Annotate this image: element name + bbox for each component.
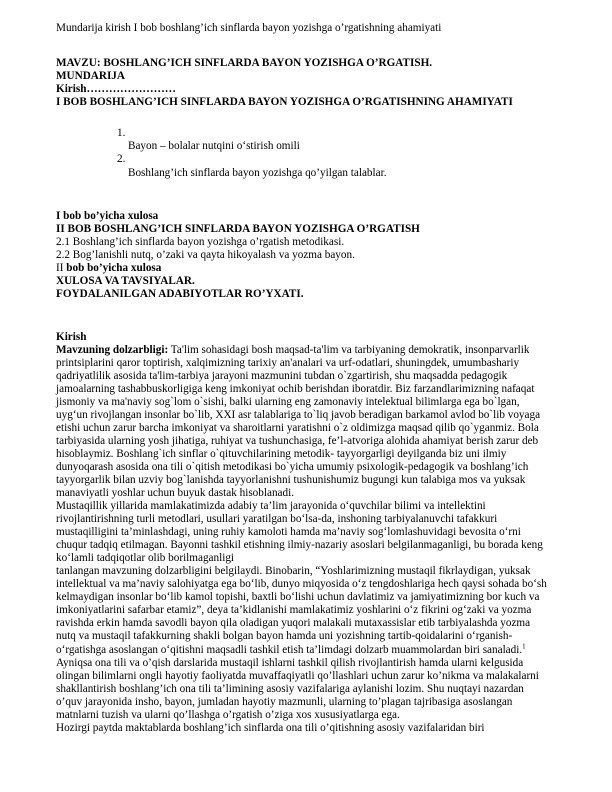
body-line: jamoalarning tashabbuskorligiga keng imkoniyat ochib berishdan iboratdir. Biz farzandlarimizning nafaqat [56, 383, 535, 395]
toc-list-number: 1. [117, 127, 126, 139]
body-line: kelmaydigan insonlar bo‘lib kamol topishi, baxtli bo‘lishi uchun davlatimiz va jamiyatimizning bor kuch va [56, 591, 540, 603]
body-line-text: Ta'lim sohasidagi bosh maqsad-ta'lim va tarbiyaning demokratik, insonparvarlik [168, 344, 530, 356]
toc-intro [56, 83, 176, 96]
body-line: rivojlantirishning turli metodlari, usullari yaratilgan bo‘lsa-da, inshoning tarbiyalanuvchi tafakkuri [56, 513, 498, 525]
body-line: olingan bilimlarni ongli hayotiy faoliyatda muvaffaqiyatli qo’llashlari uchun zarur ko’nikma va malakalarni [56, 670, 539, 682]
body-line: nutq va mustaqil tafakkurning shakli bolgan bayon hamda uni yozishning tartib-qoidalarini o‘rganish- [56, 630, 513, 642]
chapter-2-conclusion-prefix: II [56, 262, 67, 274]
chapter-1-title: I BOB BOSHLANG’ICH SINFLARDA BAYON YOZISHGA O’RGATISHNING AHAMIYATI [56, 96, 513, 108]
intro-heading: Kirish [56, 331, 87, 343]
toc-item-2-2: 2.2 Bog’lanishli nutq, o’zaki va qayta hikoyalash va yozma bayon. [56, 249, 355, 261]
body-line: imkoniyatlarini safarbar etamiz”, deya ta’kidlanishi mamlakatimiz yoshlarini o‘z fikrini og‘zaki va yozma [56, 604, 532, 616]
toc-list-item: Bayon – bolalar nutqini o‘stirish omili [128, 140, 300, 152]
contents-heading: MUNDARIJA [56, 70, 125, 82]
body-line: printsiplarini qaror toptirish, xalqimizning tarixiy an'analari va urf-odatlari, shuningdek, umumbashariy [56, 357, 520, 369]
body-line: qadriyatlilik asosida ta'lim-tarbiya jarayoni mazmunini tubdan o`zgartirish, shu maqsadda pedagogik [56, 370, 508, 382]
chapter-2-conclusion [56, 262, 161, 275]
body-line: tayyorgarlik bilan uzviy bog`lanishda tayyorlanishni tushunishumiz bugungi kun talabiga mos va yuksak [56, 474, 526, 486]
footnote-reference[interactable]: 1 [522, 642, 526, 651]
toc-list-number: 2. [117, 153, 126, 165]
document-header: Mundarija kirish I bob boshlang’ich sinflarda bayon yozishga o’rgatishning ahamiyati [56, 22, 442, 34]
body-line: uyg‘un rivojlangan insonlar bo`lib, XXI asr talablariga to`liq javob beradigan barkamol avlod bo`lib voyaga [56, 409, 541, 421]
toc-list-item: Boshlang’ich sinflarda bayon yozishga qo’yilgan talablar. [128, 167, 387, 179]
chapter-1-conclusion: I bob bo’yicha xulosa [56, 210, 159, 222]
body-line: intellektual va ma’naviy salohiyatga ega bo‘lib, dunyo miqyosida o‘z tengdoshlariga hech qaysi sohada bo‘sh [56, 578, 547, 590]
body-line: dunyoqarash asosida ona tili o`qitish metodikasi bo`yicha umumiy psixologik-pedagogik va boshlang’ich [56, 461, 529, 473]
body-line: jismoniy va ma'naviy sog`lom o`sishi, balki ularning eng zamonaviy intelektual bilimlarga ega bo`lgan, [56, 396, 520, 408]
body-line: mustaqilligini ta’minlashdagi, uning ruhiy kamoloti hamda ma’naviy sog‘lomlashuvidagi bevosita o‘rni [56, 526, 521, 538]
body-line: hisoblaymiz. Boshlang`ich sinflar o`qituvchilarining metodik- tayyorgarligi deyilganda biz uni ilmiy [56, 448, 507, 460]
body-line: Ayniqsa ona tili va o’qish darslarida mustaqil ishlarni tashkil qilish rivojlantirish hamda ularni kelgusida [56, 657, 524, 669]
body-line: ko‘lamli tadqiqotlar olib borilmaganligi [56, 552, 235, 564]
body-line-text: o‘rgatishga asoslangan o‘qitishni maqsadli tashkil etish ta’limdagi dolzarb muammolardan biri sanaladi. [56, 644, 523, 656]
conclusions-heading: XULOSA VA TAVSIYALAR. [56, 275, 195, 287]
topic-title: MAVZU: BOSHLANG’ICH SINFLARDA BAYON YOZISHGA O’RGATISH. [56, 57, 433, 69]
body-line: Mustaqillik yillarida mamlakatimizda adabiy ta’lim jarayonida o‘quvchilar bilimi va intellektini [56, 500, 486, 512]
body-line: matnlarni tuzish va ularni qo’llashga o’rgatish o’ziga xos xususiyatlarga ega. [56, 709, 400, 721]
body-line: shakllantirish boshlang’ich ona tili ta’limining asosiy vazifalariga aylanishi lozim. Shu nuqtayi nazardan [56, 683, 524, 695]
chapter-2-title: II BOB BOSHLANG’ICH SINFLARDA BAYON YOZISHGA O’RGATISH [56, 223, 420, 235]
body-line: tarbiyasida ularning yosh jihatiga, ruhiyat va tushunchasiga, fe’l-atvoriga alohida ahamiyat berish zarur deb [56, 435, 539, 447]
references-heading: FOYDALANILGAN ADABIYOTLAR RO’YXATI. [56, 288, 304, 300]
body-line: tanlangan mavzuning dolzarbligini belgilaydi. Binobarin, “Yoshlarimizning mustaqil fikrlaydigan, yuksak [56, 565, 531, 577]
body-line: chuqur tadqiq etilmagan. Bayonni tashkil etishning ilmiy-nazariy asoslari belgilanmaganligi, bu borada keng [56, 539, 543, 551]
relevance-label: Mavzuning dolzarbligi: [56, 344, 169, 356]
body-line: Hozirgi paytda maktablarda boshlang’ich sinflarda ona tili o’qitishning asosiy vazifalaridan biri [56, 722, 485, 734]
body-line: etishi uchun zarur barcha imkoniyat va sharoitlarni yaratishni o`z oldimizga maqsad qilib qo`yganmiz. Bola [56, 422, 539, 434]
toc-intro-label: Kirish…………………… [56, 83, 176, 95]
body-line: ravishda erkin hamda savodli bayon qila oladigan yuqori malakali mutaxassislar etib tarbiyalashda yozma [56, 617, 531, 629]
body-line: o’quv jarayonida insho, bayon, jumladan hayotiy mazmunli, ularning to’plagan tajribasiga asoslangan [56, 696, 513, 708]
chapter-2-conclusion-label: bob bo’yicha xulosa [66, 262, 162, 274]
body-line: manaviyatli yoshlar uchun buyuk dastak hisoblanadi. [56, 487, 294, 499]
body-line [56, 644, 526, 657]
body-line [56, 344, 529, 357]
toc-item-2-1: 2.1 Boshlang’ich sinflarda bayon yozishga o’rgatish metodikasi. [56, 236, 345, 248]
